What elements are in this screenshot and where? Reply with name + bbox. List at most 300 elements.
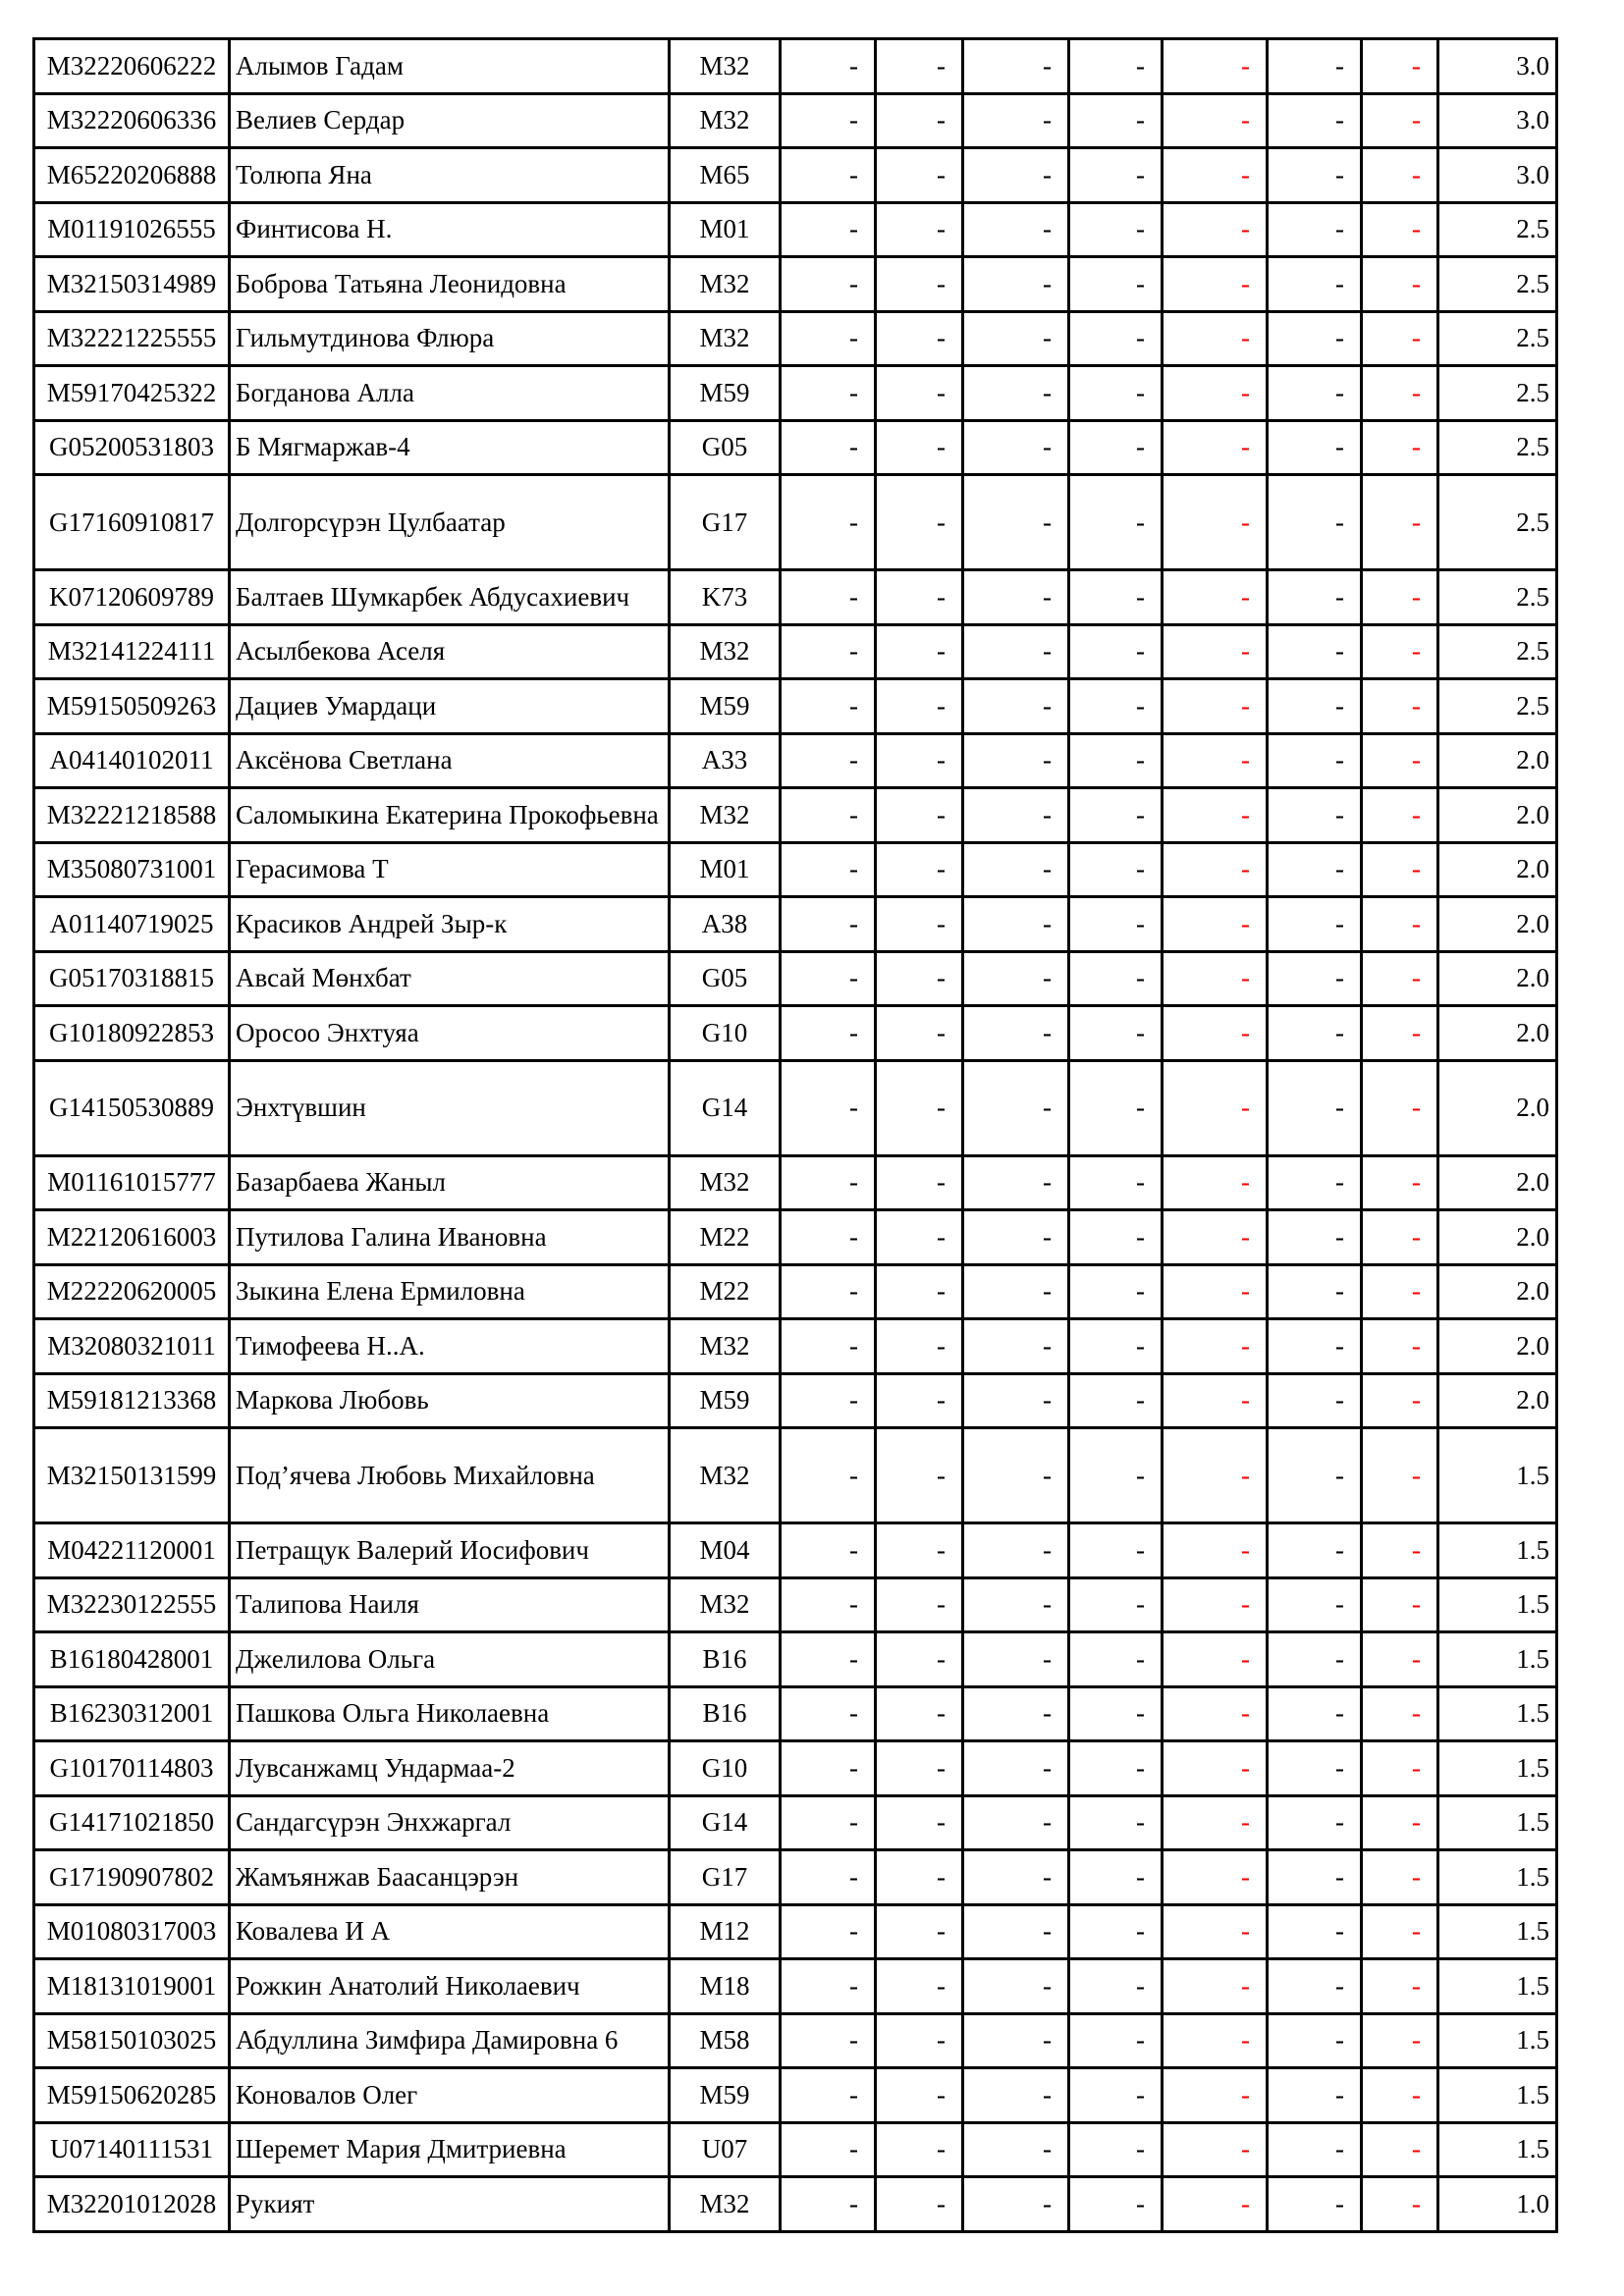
round-mark-cell: - bbox=[1163, 1741, 1268, 1796]
participant-name-cell: Жамъянжав Баасанцэрэн bbox=[230, 1850, 670, 1905]
round-mark-cell: - bbox=[1268, 2122, 1362, 2177]
region-code-cell: A33 bbox=[670, 733, 781, 788]
round-mark-cell: - bbox=[1268, 1959, 1362, 2014]
participant-name-cell: Финтисова Н. bbox=[230, 202, 670, 257]
round-mark-cell: - bbox=[1069, 1264, 1163, 1319]
round-mark-cell: - bbox=[1362, 1428, 1438, 1523]
region-code-cell: M12 bbox=[670, 1904, 781, 1959]
round-mark-cell: - bbox=[963, 1577, 1069, 1632]
score-cell: 3.0 bbox=[1438, 93, 1557, 148]
round-mark-cell: - bbox=[876, 1210, 963, 1265]
round-mark-cell: - bbox=[1268, 1741, 1362, 1796]
round-mark-cell: - bbox=[1268, 311, 1362, 366]
round-mark-cell: - bbox=[1268, 1686, 1362, 1741]
round-mark-cell: - bbox=[781, 1686, 876, 1741]
round-mark-cell: - bbox=[1268, 1523, 1362, 1578]
participant-id-cell: M32201012028 bbox=[34, 2177, 230, 2232]
round-mark-cell: - bbox=[963, 897, 1069, 952]
table-row bbox=[34, 202, 1557, 257]
table-row bbox=[34, 2013, 1557, 2068]
round-mark-cell: - bbox=[876, 1060, 963, 1155]
score-cell: 2.0 bbox=[1438, 1006, 1557, 1061]
round-mark-cell: - bbox=[963, 1319, 1069, 1374]
score-cell: 1.5 bbox=[1438, 1741, 1557, 1796]
round-mark-cell: - bbox=[963, 1264, 1069, 1319]
round-mark-cell: - bbox=[781, 624, 876, 679]
round-mark-cell: - bbox=[1163, 93, 1268, 148]
participant-name-cell: Красиков Андрей Зыр-к bbox=[230, 897, 670, 952]
region-code-cell: M32 bbox=[670, 2177, 781, 2232]
results-table bbox=[32, 37, 1558, 2233]
round-mark-cell: - bbox=[1069, 1319, 1163, 1374]
score-cell: 1.5 bbox=[1438, 1523, 1557, 1578]
round-mark-cell: - bbox=[876, 39, 963, 94]
participant-name-cell: Асылбекова Аселя bbox=[230, 624, 670, 679]
round-mark-cell: - bbox=[1069, 2068, 1163, 2123]
round-mark-cell: - bbox=[1069, 842, 1163, 897]
round-mark-cell: - bbox=[1163, 1632, 1268, 1687]
table-row bbox=[34, 1904, 1557, 1959]
region-code-cell: M22 bbox=[670, 1210, 781, 1265]
round-mark-cell: - bbox=[781, 1319, 876, 1374]
round-mark-cell: - bbox=[876, 842, 963, 897]
score-cell: 1.5 bbox=[1438, 2013, 1557, 2068]
participant-name-cell: Алымов Гадам bbox=[230, 39, 670, 94]
round-mark-cell: - bbox=[1163, 1319, 1268, 1374]
region-code-cell: G05 bbox=[670, 420, 781, 475]
round-mark-cell: - bbox=[781, 951, 876, 1006]
region-code-cell: U07 bbox=[670, 2122, 781, 2177]
region-code-cell: M32 bbox=[670, 1428, 781, 1523]
round-mark-cell: - bbox=[1163, 2068, 1268, 2123]
round-mark-cell: - bbox=[963, 2177, 1069, 2232]
round-mark-cell: - bbox=[1362, 311, 1438, 366]
participant-id-cell: M04221120001 bbox=[34, 1523, 230, 1578]
round-mark-cell: - bbox=[1069, 570, 1163, 625]
round-mark-cell: - bbox=[1268, 1373, 1362, 1428]
round-mark-cell: - bbox=[876, 1319, 963, 1374]
round-mark-cell: - bbox=[963, 420, 1069, 475]
round-mark-cell: - bbox=[781, 679, 876, 734]
table-row bbox=[34, 842, 1557, 897]
round-mark-cell: - bbox=[876, 1686, 963, 1741]
participant-name-cell: Дациев Умардаци bbox=[230, 679, 670, 734]
round-mark-cell: - bbox=[1069, 93, 1163, 148]
score-cell: 1.5 bbox=[1438, 1959, 1557, 2014]
table-row bbox=[34, 148, 1557, 203]
round-mark-cell: - bbox=[963, 1210, 1069, 1265]
round-mark-cell: - bbox=[1362, 2068, 1438, 2123]
table-row bbox=[34, 2068, 1557, 2123]
round-mark-cell: - bbox=[1069, 1795, 1163, 1850]
region-code-cell: G05 bbox=[670, 951, 781, 1006]
score-cell: 2.0 bbox=[1438, 1060, 1557, 1155]
participant-id-cell: U07140111531 bbox=[34, 2122, 230, 2177]
round-mark-cell: - bbox=[1163, 1523, 1268, 1578]
table-row bbox=[34, 1850, 1557, 1905]
round-mark-cell: - bbox=[1268, 788, 1362, 843]
round-mark-cell: - bbox=[781, 1795, 876, 1850]
round-mark-cell: - bbox=[781, 1155, 876, 1210]
round-mark-cell: - bbox=[781, 1577, 876, 1632]
round-mark-cell: - bbox=[1362, 1060, 1438, 1155]
round-mark-cell: - bbox=[963, 1686, 1069, 1741]
score-cell: 2.0 bbox=[1438, 1373, 1557, 1428]
round-mark-cell: - bbox=[1268, 1632, 1362, 1687]
round-mark-cell: - bbox=[781, 39, 876, 94]
participant-name-cell: Тимофеева Н..А. bbox=[230, 1319, 670, 1374]
round-mark-cell: - bbox=[1069, 475, 1163, 570]
round-mark-cell: - bbox=[963, 1006, 1069, 1061]
round-mark-cell: - bbox=[1069, 788, 1163, 843]
round-mark-cell: - bbox=[1362, 202, 1438, 257]
round-mark-cell: - bbox=[1069, 1428, 1163, 1523]
participant-id-cell: M01161015777 bbox=[34, 1155, 230, 1210]
round-mark-cell: - bbox=[1069, 1686, 1163, 1741]
round-mark-cell: - bbox=[1163, 202, 1268, 257]
table-row bbox=[34, 1373, 1557, 1428]
round-mark-cell: - bbox=[1268, 1264, 1362, 1319]
participant-name-cell: Лувсанжамц Ундармаа-2 bbox=[230, 1741, 670, 1796]
round-mark-cell: - bbox=[1069, 624, 1163, 679]
participant-id-cell: M32221218588 bbox=[34, 788, 230, 843]
score-cell: 1.5 bbox=[1438, 1686, 1557, 1741]
round-mark-cell: - bbox=[963, 1523, 1069, 1578]
round-mark-cell: - bbox=[1163, 1577, 1268, 1632]
round-mark-cell: - bbox=[963, 311, 1069, 366]
participant-name-cell: Авсай Мөнхбат bbox=[230, 951, 670, 1006]
round-mark-cell: - bbox=[1362, 1904, 1438, 1959]
round-mark-cell: - bbox=[1163, 1795, 1268, 1850]
round-mark-cell: - bbox=[876, 366, 963, 421]
round-mark-cell: - bbox=[1069, 1210, 1163, 1265]
round-mark-cell: - bbox=[781, 1523, 876, 1578]
region-code-cell: M04 bbox=[670, 1523, 781, 1578]
participant-id-cell: M59150620285 bbox=[34, 2068, 230, 2123]
table-row bbox=[34, 1959, 1557, 2014]
round-mark-cell: - bbox=[1268, 2013, 1362, 2068]
participant-name-cell: Герасимова Т bbox=[230, 842, 670, 897]
participant-id-cell: M01191026555 bbox=[34, 202, 230, 257]
participant-id-cell: M32230122555 bbox=[34, 1577, 230, 1632]
round-mark-cell: - bbox=[963, 257, 1069, 312]
round-mark-cell: - bbox=[876, 148, 963, 203]
table-row bbox=[34, 311, 1557, 366]
region-code-cell: M32 bbox=[670, 1155, 781, 1210]
participant-name-cell: Абдуллина Зимфира Дамировна 6 bbox=[230, 2013, 670, 2068]
round-mark-cell: - bbox=[963, 788, 1069, 843]
round-mark-cell: - bbox=[1163, 1060, 1268, 1155]
region-code-cell: A38 bbox=[670, 897, 781, 952]
score-cell: 2.5 bbox=[1438, 570, 1557, 625]
table-row bbox=[34, 1319, 1557, 1374]
round-mark-cell: - bbox=[1163, 1264, 1268, 1319]
table-row bbox=[34, 1264, 1557, 1319]
round-mark-cell: - bbox=[876, 897, 963, 952]
table-row bbox=[34, 679, 1557, 734]
round-mark-cell: - bbox=[781, 1264, 876, 1319]
participant-name-cell: Базарбаева Жаныл bbox=[230, 1155, 670, 1210]
participant-id-cell: M32220606222 bbox=[34, 39, 230, 94]
score-cell: 2.0 bbox=[1438, 788, 1557, 843]
round-mark-cell: - bbox=[1163, 475, 1268, 570]
table-row bbox=[34, 1795, 1557, 1850]
round-mark-cell: - bbox=[1362, 1006, 1438, 1061]
round-mark-cell: - bbox=[781, 1904, 876, 1959]
round-mark-cell: - bbox=[963, 202, 1069, 257]
round-mark-cell: - bbox=[963, 1850, 1069, 1905]
round-mark-cell: - bbox=[1268, 148, 1362, 203]
region-code-cell: G14 bbox=[670, 1795, 781, 1850]
round-mark-cell: - bbox=[876, 93, 963, 148]
round-mark-cell: - bbox=[781, 1632, 876, 1687]
round-mark-cell: - bbox=[1163, 366, 1268, 421]
round-mark-cell: - bbox=[781, 788, 876, 843]
score-cell: 2.0 bbox=[1438, 1210, 1557, 1265]
round-mark-cell: - bbox=[1163, 2177, 1268, 2232]
participant-name-cell: Маркова Любовь bbox=[230, 1373, 670, 1428]
round-mark-cell: - bbox=[1362, 951, 1438, 1006]
participant-name-cell: Б Мягмаржав-4 bbox=[230, 420, 670, 475]
round-mark-cell: - bbox=[781, 897, 876, 952]
round-mark-cell: - bbox=[876, 951, 963, 1006]
participant-id-cell: M32221225555 bbox=[34, 311, 230, 366]
round-mark-cell: - bbox=[1268, 1428, 1362, 1523]
round-mark-cell: - bbox=[1268, 1795, 1362, 1850]
round-mark-cell: - bbox=[1362, 1373, 1438, 1428]
round-mark-cell: - bbox=[1362, 1319, 1438, 1374]
round-mark-cell: - bbox=[876, 2068, 963, 2123]
round-mark-cell: - bbox=[1268, 1577, 1362, 1632]
round-mark-cell: - bbox=[1362, 1741, 1438, 1796]
participant-name-cell: Долгорсүрэн Цулбаатар bbox=[230, 475, 670, 570]
round-mark-cell: - bbox=[963, 2122, 1069, 2177]
round-mark-cell: - bbox=[876, 1632, 963, 1687]
round-mark-cell: - bbox=[781, 257, 876, 312]
round-mark-cell: - bbox=[876, 570, 963, 625]
participant-id-cell: B16180428001 bbox=[34, 1632, 230, 1687]
round-mark-cell: - bbox=[963, 679, 1069, 734]
round-mark-cell: - bbox=[1163, 788, 1268, 843]
round-mark-cell: - bbox=[1069, 1373, 1163, 1428]
round-mark-cell: - bbox=[1069, 1577, 1163, 1632]
round-mark-cell: - bbox=[781, 202, 876, 257]
round-mark-cell: - bbox=[876, 1959, 963, 2014]
round-mark-cell: - bbox=[876, 1577, 963, 1632]
round-mark-cell: - bbox=[1069, 951, 1163, 1006]
participant-id-cell: G10170114803 bbox=[34, 1741, 230, 1796]
round-mark-cell: - bbox=[1163, 842, 1268, 897]
score-cell: 1.5 bbox=[1438, 1795, 1557, 1850]
round-mark-cell: - bbox=[876, 1155, 963, 1210]
participant-name-cell: Богданова Алла bbox=[230, 366, 670, 421]
participant-id-cell: M22220620005 bbox=[34, 1264, 230, 1319]
participant-name-cell: Энхтүвшин bbox=[230, 1060, 670, 1155]
participant-id-cell: M65220206888 bbox=[34, 148, 230, 203]
table-row bbox=[34, 1006, 1557, 1061]
participant-name-cell: Балтаев Шумкарбек Абдусахиевич bbox=[230, 570, 670, 625]
table-row bbox=[34, 2122, 1557, 2177]
round-mark-cell: - bbox=[1268, 1155, 1362, 1210]
round-mark-cell: - bbox=[1163, 951, 1268, 1006]
round-mark-cell: - bbox=[781, 1006, 876, 1061]
table-row bbox=[34, 2177, 1557, 2232]
table-row bbox=[34, 93, 1557, 148]
table-row bbox=[34, 570, 1557, 625]
round-mark-cell: - bbox=[1069, 202, 1163, 257]
round-mark-cell: - bbox=[1362, 897, 1438, 952]
round-mark-cell: - bbox=[1163, 311, 1268, 366]
round-mark-cell: - bbox=[1362, 842, 1438, 897]
round-mark-cell: - bbox=[1268, 1904, 1362, 1959]
round-mark-cell: - bbox=[876, 1741, 963, 1796]
participant-id-cell: G14150530889 bbox=[34, 1060, 230, 1155]
table-row bbox=[34, 257, 1557, 312]
round-mark-cell: - bbox=[1163, 1155, 1268, 1210]
score-cell: 2.0 bbox=[1438, 951, 1557, 1006]
round-mark-cell: - bbox=[1362, 420, 1438, 475]
round-mark-cell: - bbox=[1069, 420, 1163, 475]
region-code-cell: B16 bbox=[670, 1632, 781, 1687]
round-mark-cell: - bbox=[1069, 2177, 1163, 2232]
round-mark-cell: - bbox=[1362, 570, 1438, 625]
round-mark-cell: - bbox=[1362, 366, 1438, 421]
round-mark-cell: - bbox=[1362, 2122, 1438, 2177]
score-cell: 2.5 bbox=[1438, 420, 1557, 475]
round-mark-cell: - bbox=[1362, 733, 1438, 788]
round-mark-cell: - bbox=[963, 570, 1069, 625]
round-mark-cell: - bbox=[1268, 1850, 1362, 1905]
participant-name-cell: Петращук Валерий Иосифович bbox=[230, 1523, 670, 1578]
score-cell: 2.5 bbox=[1438, 257, 1557, 312]
round-mark-cell: - bbox=[1362, 788, 1438, 843]
table-row bbox=[34, 39, 1557, 94]
round-mark-cell: - bbox=[876, 1795, 963, 1850]
round-mark-cell: - bbox=[1069, 1741, 1163, 1796]
round-mark-cell: - bbox=[1362, 1632, 1438, 1687]
participant-name-cell: Сандагсүрэн Энхжаргал bbox=[230, 1795, 670, 1850]
participant-id-cell: M35080731001 bbox=[34, 842, 230, 897]
round-mark-cell: - bbox=[1268, 570, 1362, 625]
round-mark-cell: - bbox=[1163, 1428, 1268, 1523]
round-mark-cell: - bbox=[963, 1904, 1069, 1959]
region-code-cell: K73 bbox=[670, 570, 781, 625]
round-mark-cell: - bbox=[876, 1850, 963, 1905]
participant-id-cell: M32150314989 bbox=[34, 257, 230, 312]
table-row bbox=[34, 1741, 1557, 1796]
region-code-cell: M32 bbox=[670, 624, 781, 679]
participant-name-cell: Боброва Татьяна Леонидовна bbox=[230, 257, 670, 312]
region-code-cell: M22 bbox=[670, 1264, 781, 1319]
round-mark-cell: - bbox=[1268, 475, 1362, 570]
round-mark-cell: - bbox=[1069, 1850, 1163, 1905]
region-code-cell: M32 bbox=[670, 1319, 781, 1374]
score-cell: 2.5 bbox=[1438, 366, 1557, 421]
round-mark-cell: - bbox=[963, 951, 1069, 1006]
score-cell: 2.0 bbox=[1438, 1319, 1557, 1374]
round-mark-cell: - bbox=[781, 148, 876, 203]
participant-name-cell: Шеремет Мария Дмитриевна bbox=[230, 2122, 670, 2177]
round-mark-cell: - bbox=[1362, 1686, 1438, 1741]
participant-name-cell: Зыкина Елена Ермиловна bbox=[230, 1264, 670, 1319]
round-mark-cell: - bbox=[1362, 1155, 1438, 1210]
region-code-cell: G10 bbox=[670, 1006, 781, 1061]
table-row bbox=[34, 733, 1557, 788]
region-code-cell: G10 bbox=[670, 1741, 781, 1796]
round-mark-cell: - bbox=[963, 1959, 1069, 2014]
round-mark-cell: - bbox=[781, 2122, 876, 2177]
participant-name-cell: Пашкова Ольга Николаевна bbox=[230, 1686, 670, 1741]
round-mark-cell: - bbox=[781, 570, 876, 625]
round-mark-cell: - bbox=[781, 2068, 876, 2123]
round-mark-cell: - bbox=[1268, 951, 1362, 1006]
region-code-cell: M18 bbox=[670, 1959, 781, 2014]
round-mark-cell: - bbox=[963, 1632, 1069, 1687]
region-code-cell: M59 bbox=[670, 1373, 781, 1428]
region-code-cell: G17 bbox=[670, 475, 781, 570]
round-mark-cell: - bbox=[1362, 93, 1438, 148]
score-cell: 2.5 bbox=[1438, 202, 1557, 257]
round-mark-cell: - bbox=[781, 1741, 876, 1796]
round-mark-cell: - bbox=[1362, 1523, 1438, 1578]
table-row bbox=[34, 420, 1557, 475]
round-mark-cell: - bbox=[876, 475, 963, 570]
score-cell: 2.5 bbox=[1438, 679, 1557, 734]
round-mark-cell: - bbox=[781, 420, 876, 475]
table-row bbox=[34, 1060, 1557, 1155]
table-row bbox=[34, 624, 1557, 679]
round-mark-cell: - bbox=[876, 257, 963, 312]
round-mark-cell: - bbox=[781, 366, 876, 421]
round-mark-cell: - bbox=[1268, 202, 1362, 257]
round-mark-cell: - bbox=[781, 1850, 876, 1905]
table-row bbox=[34, 1523, 1557, 1578]
round-mark-cell: - bbox=[963, 1373, 1069, 1428]
round-mark-cell: - bbox=[1362, 257, 1438, 312]
participant-id-cell: M59170425322 bbox=[34, 366, 230, 421]
round-mark-cell: - bbox=[876, 1264, 963, 1319]
score-cell: 2.5 bbox=[1438, 624, 1557, 679]
table-row bbox=[34, 475, 1557, 570]
participant-id-cell: G10180922853 bbox=[34, 1006, 230, 1061]
round-mark-cell: - bbox=[1362, 2177, 1438, 2232]
round-mark-cell: - bbox=[1362, 2013, 1438, 2068]
participant-id-cell: G17160910817 bbox=[34, 475, 230, 570]
round-mark-cell: - bbox=[876, 2013, 963, 2068]
region-code-cell: M59 bbox=[670, 679, 781, 734]
round-mark-cell: - bbox=[1362, 1264, 1438, 1319]
round-mark-cell: - bbox=[1268, 733, 1362, 788]
score-cell: 1.5 bbox=[1438, 2068, 1557, 2123]
region-code-cell: M32 bbox=[670, 311, 781, 366]
round-mark-cell: - bbox=[1069, 2122, 1163, 2177]
round-mark-cell: - bbox=[1069, 311, 1163, 366]
round-mark-cell: - bbox=[876, 311, 963, 366]
score-cell: 3.0 bbox=[1438, 148, 1557, 203]
participant-id-cell: M22120616003 bbox=[34, 1210, 230, 1265]
round-mark-cell: - bbox=[963, 1428, 1069, 1523]
participant-name-cell: Оросоо Энхтуяа bbox=[230, 1006, 670, 1061]
score-cell: 3.0 bbox=[1438, 39, 1557, 94]
round-mark-cell: - bbox=[1069, 1523, 1163, 1578]
region-code-cell: M32 bbox=[670, 93, 781, 148]
round-mark-cell: - bbox=[1163, 1210, 1268, 1265]
participant-id-cell: B16230312001 bbox=[34, 1686, 230, 1741]
round-mark-cell: - bbox=[781, 1373, 876, 1428]
score-cell: 1.5 bbox=[1438, 2122, 1557, 2177]
round-mark-cell: - bbox=[963, 2068, 1069, 2123]
round-mark-cell: - bbox=[963, 1155, 1069, 1210]
